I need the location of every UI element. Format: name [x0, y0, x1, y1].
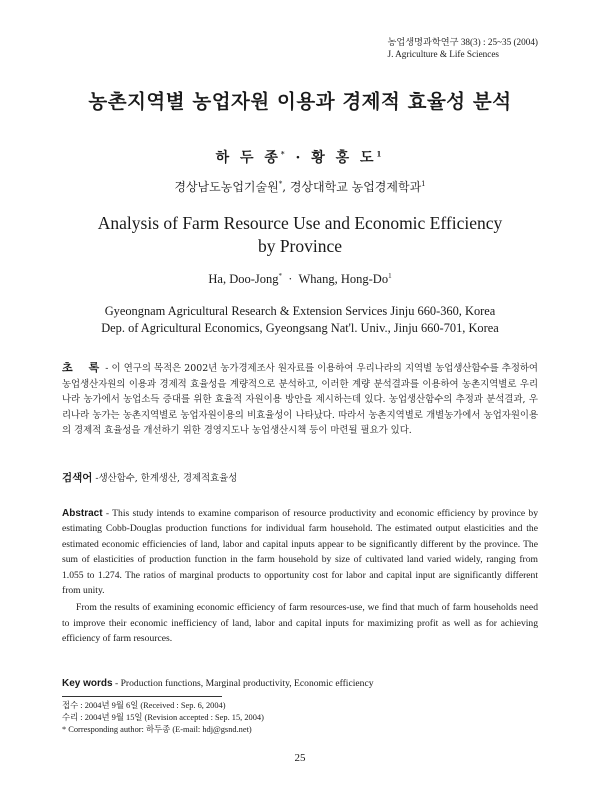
keywords-korean-text: -생산함수, 한계생산, 경제적효율성 [92, 473, 238, 484]
affiliation-english-line2: Dep. of Agricultural Economics, Gyeongsang Nat'l. Univ., Jinju 660-701, Korea [101, 321, 499, 335]
author-en-2-name: Whang, Hong-Do [298, 272, 389, 286]
title-english-line2: by Province [257, 236, 343, 256]
author-en-1-mark: * [278, 271, 283, 280]
author-2-mark: 1 [376, 149, 385, 159]
abstract-english-para1-text: - This study intends to examine comparison of resource productivity and economic efficiency by province by estimating Cobb-Douglas production functions for individual farm household. The estimated output elasticities and the estimated economic efficiencies of land, labor and capital inputs appear to be significantly different by the province. The sum of elasticities of production function in the farm household by size of cultivated land varied widely, ranging from 1.055 to 1.274. The ratios of marginal products to opportunity cost for labor and capital input are significantly different from unity. [62, 508, 538, 597]
abstract-english-label: Abstract [62, 508, 103, 519]
journal-header [388, 36, 538, 60]
author-en-1-name: Ha, Doo-Jong [208, 272, 279, 286]
author-1-name: 하 두 종 [215, 150, 281, 166]
title-english-line1: Analysis of Farm Resource Use and Economic Efficiency [97, 213, 503, 233]
affiliation-english [66, 303, 534, 337]
keywords-korean [62, 470, 538, 485]
authors-english [0, 272, 600, 287]
authors-korean [0, 147, 600, 167]
journal-name: J. Agriculture & Life Sciences [387, 49, 500, 59]
abstract-english-para1 [62, 506, 538, 598]
abstract-korean-label: 초 록 [62, 361, 106, 374]
footnote-accepted: 수리 : 2004년 9월 15일 (Revision accepted : Sep. 15, 2004) [62, 713, 264, 722]
author-separator: · [295, 150, 304, 166]
abstract-korean-text: - 이 연구의 목적은 2002년 농가경제조사 원자료를 이용하여 우리나라의 지역별 농업생산함수를 추정하여 농업생산자원의 이용과 경제적 효율성을 계량적으로 분석하고, 이러한 계량 분석결과를 이용하여 농촌지역별로 우리나라 농가에서 농업소득 증대를 위한 효율적 자원이용 방안을 제시하는데 있다. 농업생산함수의 추정과 분석결과, 우리나라 농가는 농촌지역별로 농업자원이용의 비효율성이 나타났다. 따라서 농촌지역별로 개별농가에서 농업자원이용의 경제적 효율성을 개선하기 위한 경영지도나 농업생산시책 등이 마련될 필요가 있다. [62, 363, 538, 436]
footnote-received: 접수 : 2004년 9월 6일 (Received : Sep. 6, 2004) [62, 701, 226, 710]
abstract-english-para2: From the results of examining economic efficiency of farm resources-use, we find that much of farm households need to improve their economic inefficiency of land, labor and capital inputs for maximizing profit as well as for achieving efficiency of farm resources. [62, 602, 538, 645]
keywords-english-label: Key words [62, 678, 113, 689]
affiliation-2-mark: 1 [421, 180, 426, 188]
keywords-english [62, 678, 538, 689]
keywords-english-text: - Production functions, Marginal productivity, Economic efficiency [112, 678, 374, 689]
page-number: 25 [294, 752, 306, 764]
affiliation-1: 경상남도농업기술원 [174, 180, 279, 194]
affiliation-korean [0, 178, 600, 195]
affiliation-2: 경상대학교 농업경제학과 [289, 180, 422, 194]
affiliation-separator: , [282, 180, 290, 194]
keywords-korean-label: 검색어 [62, 472, 93, 484]
author-2-name: 황 홍 도 [311, 150, 377, 166]
affiliation-english-line1: Gyeongnam Agricultural Research & Extension Services Jinju 660-360, Korea [104, 304, 496, 318]
footnotes [62, 700, 538, 736]
title-english [60, 212, 540, 258]
footnote-corresponding-author: * Corresponding author: 하두종 (E-mail: hdj@gsnd.net) [62, 725, 252, 734]
journal-citation: 농업생명과학연구 38(3) : 25~35 (2004) [387, 37, 538, 47]
footnote-divider [62, 696, 222, 697]
author-en-separator: · [288, 272, 293, 286]
abstract-korean [62, 360, 538, 439]
affiliation-1-mark: * [278, 180, 283, 188]
title-korean: 농촌지역별 농업자원 이용과 경제적 효율성 분석 [88, 90, 512, 113]
author-en-2-mark: 1 [388, 271, 392, 280]
author-1-mark: * [280, 149, 288, 159]
abstract-english [62, 506, 538, 647]
